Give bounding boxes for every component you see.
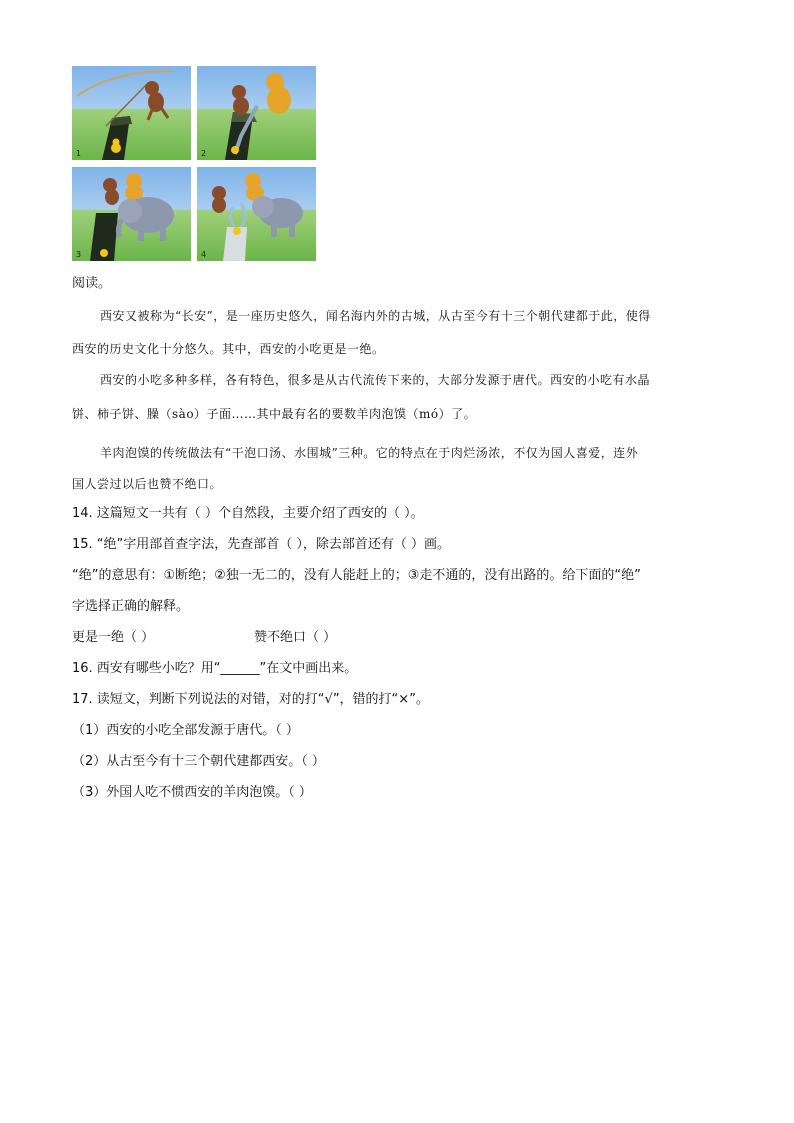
question-16: 16. 西安有哪些小吃？用“______”在文中画出来。 [72,661,358,676]
passage-para3-line2: 国人尝过以后也赞不绝口。 [72,477,223,491]
panel-number: 2 [201,149,207,158]
comic-panel-4 [197,167,316,261]
monkey-vine-illustration [72,66,191,160]
elephant-arrives-illustration [72,167,191,261]
passage-para3-line1: 羊肉泡馍的传统做法有“干泡口汤、水围城”三种。它的特点在于肉烂汤浓，不仅为国人喜爱，连外 [100,446,639,460]
comic-panel-1 [72,66,191,160]
question-17-item-1: （1）西安的小吃全部发源于唐代。（ ） [72,723,299,738]
question-17-item-2: （2）从古至今有十三个朝代建都西安。（ ） [72,754,325,769]
monkey-bear-illustration [197,66,316,160]
question-15: 15. “绝”字用部首查字法，先查部首（ ），除去部首还有（ ）画。 [72,537,451,552]
question-15-meanings: “绝”的意思有：①断绝；②独一无二的，没有人能赶上的；③走不通的，没有出路的。给下面的“绝” [72,568,641,583]
question-15-item-a: 更是一绝（ ） [72,630,155,645]
reading-label: 阅读。 [72,276,112,291]
panel-number: 4 [201,250,207,259]
panel-number: 1 [76,149,82,158]
passage-para1-line2: 西安的历史文化十分悠久。其中，西安的小吃更是一绝。 [72,342,385,356]
question-14: 14. 这篇短文一共有（ ）个自然段，主要介绍了西安的（ ）。 [72,506,424,521]
question-17-item-3: （3）外国人吃不惯西安的羊肉泡馍。（ ） [72,785,312,800]
passage-para1-line1: 西安又被称为“长安”，是一座历史悠久，闻名海内外的古城，从古至今有十三个朝代建都于此，使得 [100,309,651,323]
comic-panel-2 [197,66,316,160]
comic-panels [72,66,316,261]
passage-para2-line1: 西安的小吃多种多样，各有特色，很多是从古代流传下来的，大部分发源于唐代。西安的小吃有水晶 [100,373,651,387]
question-15-instruction: 字选择正确的解释。 [72,599,190,614]
panel-number: 3 [76,250,82,259]
elephant-water-illustration [197,167,316,261]
question-15-item-b: 赞不绝口（ ） [254,630,337,645]
question-17: 17. 读短文，判断下列说法的对错，对的打“√”，错的打“×”。 [72,692,429,707]
passage-para2-line2: 饼、柿子饼、臊（sào）子面……其中最有名的要数羊肉泡馍（mó）了。 [72,407,477,421]
comic-panel-3 [72,167,191,261]
